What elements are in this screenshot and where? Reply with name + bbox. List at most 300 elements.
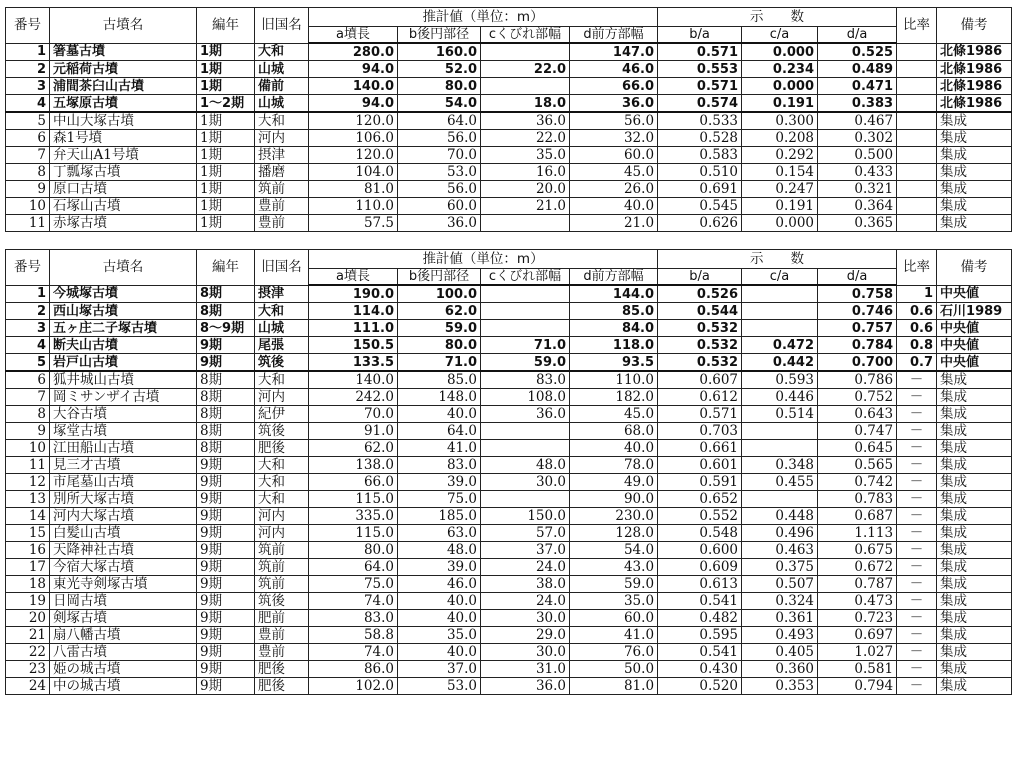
- header-no: 番号: [6, 250, 50, 286]
- cell-c: 16.0: [481, 164, 570, 181]
- cell-province: 尾張: [255, 337, 309, 354]
- cell-b: 70.0: [398, 147, 481, 164]
- cell-province: 筑後: [255, 593, 309, 610]
- cell-ba: 0.528: [658, 130, 742, 147]
- cell-ca: 0.292: [742, 147, 818, 164]
- cell-ratio: －: [897, 627, 937, 644]
- cell-ratio: 1: [897, 285, 937, 303]
- cell-c: [481, 43, 570, 61]
- cell-province: 備前: [255, 78, 309, 95]
- table-row: [6, 285, 1012, 303]
- cell-name: 五塚原古墳: [50, 95, 197, 113]
- cell-c: 59.0: [481, 354, 570, 372]
- cell-name: 中山大塚古墳: [50, 112, 197, 130]
- cell-province: 紀伊: [255, 406, 309, 423]
- cell-ca: [742, 440, 818, 457]
- cell-note: 集成: [937, 389, 1012, 406]
- cell-da: 0.525: [818, 43, 897, 61]
- cell-ba: 0.526: [658, 285, 742, 303]
- cell-b: 39.0: [398, 474, 481, 491]
- cell-ratio: 0.8: [897, 337, 937, 354]
- cell-ba: 0.652: [658, 491, 742, 508]
- cell-d: 40.0: [570, 440, 658, 457]
- header-ba: b/a: [658, 27, 742, 44]
- table-row: [6, 474, 1012, 491]
- cell-c: 36.0: [481, 112, 570, 130]
- cell-da: 0.433: [818, 164, 897, 181]
- kofun-table: [5, 7, 1012, 232]
- header-period: 編年: [197, 250, 255, 286]
- header-ba: b/a: [658, 269, 742, 286]
- cell-c: 22.0: [481, 130, 570, 147]
- header-index: 示 数: [658, 8, 897, 27]
- cell-da: 1.113: [818, 525, 897, 542]
- cell-period: 9期: [197, 491, 255, 508]
- table-row: [6, 406, 1012, 423]
- cell-ba: 0.541: [658, 593, 742, 610]
- table-early-period: [5, 7, 1011, 232]
- cell-a: 104.0: [309, 164, 398, 181]
- cell-note: 集成: [937, 215, 1012, 232]
- cell-ca: 0.493: [742, 627, 818, 644]
- cell-name: 塚堂古墳: [50, 423, 197, 440]
- cell-c: 36.0: [481, 678, 570, 695]
- cell-note: 中央値: [937, 354, 1012, 372]
- cell-note: 集成: [937, 198, 1012, 215]
- cell-a: 94.0: [309, 61, 398, 78]
- cell-period: 1期: [197, 61, 255, 78]
- cell-d: 56.0: [570, 112, 658, 130]
- header-note: 備考: [937, 8, 1012, 44]
- cell-a: 110.0: [309, 198, 398, 215]
- cell-name: 五ヶ庄二子塚古墳: [50, 320, 197, 337]
- cell-b: 40.0: [398, 610, 481, 627]
- cell-da: 0.471: [818, 78, 897, 95]
- table-row: [6, 644, 1012, 661]
- cell-c: 36.0: [481, 406, 570, 423]
- cell-d: 43.0: [570, 559, 658, 576]
- cell-province: 摂津: [255, 285, 309, 303]
- cell-period: 9期: [197, 593, 255, 610]
- header-c: cくびれ部幅: [481, 27, 570, 44]
- cell-d: 40.0: [570, 198, 658, 215]
- cell-da: 0.581: [818, 661, 897, 678]
- cell-c: 29.0: [481, 627, 570, 644]
- cell-name: 西山塚古墳: [50, 303, 197, 320]
- cell-c: [481, 303, 570, 320]
- cell-da: 0.787: [818, 576, 897, 593]
- cell-no: 23: [6, 661, 50, 678]
- cell-d: 147.0: [570, 43, 658, 61]
- cell-period: 9期: [197, 610, 255, 627]
- cell-a: 280.0: [309, 43, 398, 61]
- cell-period: 8期: [197, 389, 255, 406]
- table-row: [6, 43, 1012, 61]
- cell-ca: 0.496: [742, 525, 818, 542]
- cell-name: 扇八幡古墳: [50, 627, 197, 644]
- cell-c: 30.0: [481, 474, 570, 491]
- cell-c: [481, 215, 570, 232]
- table-row: [6, 508, 1012, 525]
- cell-a: 242.0: [309, 389, 398, 406]
- cell-ca: 0.361: [742, 610, 818, 627]
- cell-c: 18.0: [481, 95, 570, 113]
- cell-name: 見三才古墳: [50, 457, 197, 474]
- cell-c: 24.0: [481, 593, 570, 610]
- cell-ca: 0.375: [742, 559, 818, 576]
- cell-da: 0.500: [818, 147, 897, 164]
- cell-a: 335.0: [309, 508, 398, 525]
- cell-ba: 0.553: [658, 61, 742, 78]
- cell-no: 22: [6, 644, 50, 661]
- header-a: a墳長: [309, 269, 398, 286]
- header-name: 古墳名: [50, 250, 197, 286]
- cell-ratio: －: [897, 678, 937, 695]
- cell-ratio: [897, 95, 937, 113]
- cell-da: 0.383: [818, 95, 897, 113]
- cell-b: 85.0: [398, 371, 481, 389]
- cell-period: 1期: [197, 198, 255, 215]
- cell-a: 91.0: [309, 423, 398, 440]
- cell-province: 山城: [255, 320, 309, 337]
- cell-period: 9期: [197, 644, 255, 661]
- cell-note: 集成: [937, 423, 1012, 440]
- cell-name: 断夫山古墳: [50, 337, 197, 354]
- cell-ba: 0.607: [658, 371, 742, 389]
- cell-period: 1期: [197, 43, 255, 61]
- cell-no: 16: [6, 542, 50, 559]
- cell-ca: 0.247: [742, 181, 818, 198]
- cell-b: 64.0: [398, 112, 481, 130]
- cell-period: 9期: [197, 661, 255, 678]
- cell-ratio: [897, 215, 937, 232]
- cell-no: 7: [6, 147, 50, 164]
- cell-ba: 0.583: [658, 147, 742, 164]
- cell-ba: 0.612: [658, 389, 742, 406]
- cell-no: 10: [6, 440, 50, 457]
- cell-ca: 0.324: [742, 593, 818, 610]
- table-row: [6, 337, 1012, 354]
- cell-ca: 0.455: [742, 474, 818, 491]
- cell-b: 100.0: [398, 285, 481, 303]
- cell-no: 7: [6, 389, 50, 406]
- cell-b: 56.0: [398, 130, 481, 147]
- cell-d: 68.0: [570, 423, 658, 440]
- cell-province: 河内: [255, 389, 309, 406]
- cell-name: 日岡古墳: [50, 593, 197, 610]
- cell-no: 9: [6, 181, 50, 198]
- cell-b: 40.0: [398, 406, 481, 423]
- cell-ca: 0.191: [742, 95, 818, 113]
- cell-b: 64.0: [398, 423, 481, 440]
- cell-d: 85.0: [570, 303, 658, 320]
- cell-a: 83.0: [309, 610, 398, 627]
- table-row: [6, 354, 1012, 372]
- cell-ca: [742, 491, 818, 508]
- header-ca: c/a: [742, 27, 818, 44]
- cell-b: 52.0: [398, 61, 481, 78]
- cell-note: 中央値: [937, 285, 1012, 303]
- cell-period: 9期: [197, 576, 255, 593]
- cell-b: 56.0: [398, 181, 481, 198]
- cell-ca: 0.000: [742, 215, 818, 232]
- cell-ba: 0.609: [658, 559, 742, 576]
- cell-ca: 0.000: [742, 78, 818, 95]
- cell-period: 1期: [197, 147, 255, 164]
- cell-ba: 0.613: [658, 576, 742, 593]
- cell-province: 肥後: [255, 678, 309, 695]
- cell-ca: 0.514: [742, 406, 818, 423]
- cell-period: 1期: [197, 215, 255, 232]
- cell-no: 4: [6, 337, 50, 354]
- cell-c: [481, 78, 570, 95]
- cell-a: 66.0: [309, 474, 398, 491]
- cell-ba: 0.571: [658, 43, 742, 61]
- cell-d: 21.0: [570, 215, 658, 232]
- table-row: [6, 164, 1012, 181]
- cell-da: 0.700: [818, 354, 897, 372]
- cell-ratio: －: [897, 542, 937, 559]
- cell-d: 36.0: [570, 95, 658, 113]
- cell-ba: 0.532: [658, 337, 742, 354]
- cell-c: 108.0: [481, 389, 570, 406]
- cell-d: 49.0: [570, 474, 658, 491]
- cell-period: 8期: [197, 371, 255, 389]
- cell-d: 45.0: [570, 406, 658, 423]
- cell-no: 4: [6, 95, 50, 113]
- cell-ratio: －: [897, 559, 937, 576]
- cell-period: 9期: [197, 678, 255, 695]
- table-row: [6, 198, 1012, 215]
- cell-province: 大和: [255, 474, 309, 491]
- cell-d: 32.0: [570, 130, 658, 147]
- cell-c: 30.0: [481, 610, 570, 627]
- cell-b: 48.0: [398, 542, 481, 559]
- header-ratio: 比率: [897, 8, 937, 44]
- cell-province: 豊前: [255, 198, 309, 215]
- table-row: [6, 457, 1012, 474]
- cell-ratio: [897, 78, 937, 95]
- cell-ca: [742, 285, 818, 303]
- cell-name: 赤塚古墳: [50, 215, 197, 232]
- cell-ratio: －: [897, 576, 937, 593]
- cell-ratio: －: [897, 644, 937, 661]
- cell-ratio: －: [897, 508, 937, 525]
- cell-ca: 0.300: [742, 112, 818, 130]
- cell-name: 狐井城山古墳: [50, 371, 197, 389]
- cell-ba: 0.661: [658, 440, 742, 457]
- table-row: [6, 559, 1012, 576]
- cell-period: 9期: [197, 337, 255, 354]
- cell-a: 74.0: [309, 644, 398, 661]
- cell-ca: 0.463: [742, 542, 818, 559]
- cell-ba: 0.520: [658, 678, 742, 695]
- table-row: [6, 389, 1012, 406]
- table-spacer: [5, 232, 1011, 249]
- cell-ca: 0.593: [742, 371, 818, 389]
- cell-province: 筑後: [255, 423, 309, 440]
- cell-b: 80.0: [398, 78, 481, 95]
- cell-d: 110.0: [570, 371, 658, 389]
- cell-note: 集成: [937, 678, 1012, 695]
- cell-name: 元稲荷古墳: [50, 61, 197, 78]
- cell-ratio: －: [897, 593, 937, 610]
- table-row: [6, 78, 1012, 95]
- header-a: a墳長: [309, 27, 398, 44]
- cell-ba: 0.545: [658, 198, 742, 215]
- cell-c: [481, 440, 570, 457]
- cell-no: 21: [6, 627, 50, 644]
- cell-a: 114.0: [309, 303, 398, 320]
- cell-ba: 0.600: [658, 542, 742, 559]
- cell-c: [481, 285, 570, 303]
- cell-note: 北條1986: [937, 43, 1012, 61]
- cell-ca: 0.507: [742, 576, 818, 593]
- cell-b: 71.0: [398, 354, 481, 372]
- cell-a: 140.0: [309, 78, 398, 95]
- table-row: [6, 627, 1012, 644]
- cell-ba: 0.510: [658, 164, 742, 181]
- cell-name: 剣塚古墳: [50, 610, 197, 627]
- cell-note: 集成: [937, 491, 1012, 508]
- cell-a: 94.0: [309, 95, 398, 113]
- cell-ratio: [897, 61, 937, 78]
- cell-note: 集成: [937, 661, 1012, 678]
- table-row: [6, 440, 1012, 457]
- cell-ca: 0.360: [742, 661, 818, 678]
- cell-period: 9期: [197, 525, 255, 542]
- table-row: [6, 95, 1012, 113]
- cell-a: 80.0: [309, 542, 398, 559]
- cell-period: 1～2期: [197, 95, 255, 113]
- table-body: [6, 285, 1012, 695]
- table-row: [6, 320, 1012, 337]
- cell-period: 8期: [197, 440, 255, 457]
- cell-d: 60.0: [570, 610, 658, 627]
- cell-b: 80.0: [398, 337, 481, 354]
- cell-d: 118.0: [570, 337, 658, 354]
- table-row: [6, 423, 1012, 440]
- cell-no: 20: [6, 610, 50, 627]
- table-body: [6, 43, 1012, 232]
- table-row: [6, 61, 1012, 78]
- cell-note: 集成: [937, 406, 1012, 423]
- cell-name: 今城塚古墳: [50, 285, 197, 303]
- cell-ratio: [897, 147, 937, 164]
- cell-name: 姫の城古墳: [50, 661, 197, 678]
- cell-c: 21.0: [481, 198, 570, 215]
- cell-no: 12: [6, 474, 50, 491]
- cell-a: 86.0: [309, 661, 398, 678]
- cell-name: 市尾墓山古墳: [50, 474, 197, 491]
- cell-period: 1期: [197, 112, 255, 130]
- cell-province: 大和: [255, 303, 309, 320]
- cell-note: 集成: [937, 164, 1012, 181]
- cell-no: 8: [6, 406, 50, 423]
- cell-name: 中の城古墳: [50, 678, 197, 695]
- table-row: [6, 181, 1012, 198]
- cell-ratio: －: [897, 440, 937, 457]
- cell-province: 豊前: [255, 644, 309, 661]
- cell-province: 播磨: [255, 164, 309, 181]
- cell-no: 1: [6, 285, 50, 303]
- cell-ratio: 0.6: [897, 303, 937, 320]
- table-row: [6, 593, 1012, 610]
- header-ca: c/a: [742, 269, 818, 286]
- cell-ca: 0.405: [742, 644, 818, 661]
- cell-ca: 0.191: [742, 198, 818, 215]
- cell-b: 53.0: [398, 678, 481, 695]
- cell-d: 66.0: [570, 78, 658, 95]
- cell-period: 1期: [197, 130, 255, 147]
- cell-d: 26.0: [570, 181, 658, 198]
- table-row: [6, 130, 1012, 147]
- header-da: d/a: [818, 269, 897, 286]
- cell-a: 58.8: [309, 627, 398, 644]
- header-b: b後円部径: [398, 27, 481, 44]
- cell-da: 0.302: [818, 130, 897, 147]
- cell-note: 集成: [937, 147, 1012, 164]
- cell-province: 豊前: [255, 215, 309, 232]
- cell-no: 11: [6, 457, 50, 474]
- cell-ba: 0.544: [658, 303, 742, 320]
- cell-d: 60.0: [570, 147, 658, 164]
- table-row: [6, 491, 1012, 508]
- cell-b: 53.0: [398, 164, 481, 181]
- cell-ratio: [897, 112, 937, 130]
- header-d: d前方部幅: [570, 27, 658, 44]
- cell-note: 北條1986: [937, 61, 1012, 78]
- cell-da: 0.364: [818, 198, 897, 215]
- cell-period: 1期: [197, 164, 255, 181]
- cell-a: 190.0: [309, 285, 398, 303]
- cell-no: 14: [6, 508, 50, 525]
- cell-ca: 0.446: [742, 389, 818, 406]
- cell-c: [481, 491, 570, 508]
- cell-ba: 0.691: [658, 181, 742, 198]
- cell-province: 河内: [255, 508, 309, 525]
- cell-ba: 0.533: [658, 112, 742, 130]
- cell-name: 岩戸山古墳: [50, 354, 197, 372]
- cell-d: 90.0: [570, 491, 658, 508]
- cell-province: 豊前: [255, 627, 309, 644]
- header-da: d/a: [818, 27, 897, 44]
- cell-period: 9期: [197, 542, 255, 559]
- cell-period: 9期: [197, 474, 255, 491]
- cell-province: 筑前: [255, 576, 309, 593]
- cell-no: 24: [6, 678, 50, 695]
- cell-c: 30.0: [481, 644, 570, 661]
- cell-province: 大和: [255, 491, 309, 508]
- cell-ca: 0.442: [742, 354, 818, 372]
- cell-note: 集成: [937, 457, 1012, 474]
- cell-a: 115.0: [309, 491, 398, 508]
- cell-name: 八雷古墳: [50, 644, 197, 661]
- cell-da: 1.027: [818, 644, 897, 661]
- cell-b: 59.0: [398, 320, 481, 337]
- cell-ba: 0.430: [658, 661, 742, 678]
- cell-ca: 0.348: [742, 457, 818, 474]
- cell-note: 集成: [937, 644, 1012, 661]
- header-b: b後円部径: [398, 269, 481, 286]
- cell-ba: 0.571: [658, 78, 742, 95]
- cell-note: 集成: [937, 474, 1012, 491]
- cell-period: 8期: [197, 285, 255, 303]
- cell-b: 63.0: [398, 525, 481, 542]
- cell-da: 0.786: [818, 371, 897, 389]
- cell-c: 31.0: [481, 661, 570, 678]
- cell-b: 46.0: [398, 576, 481, 593]
